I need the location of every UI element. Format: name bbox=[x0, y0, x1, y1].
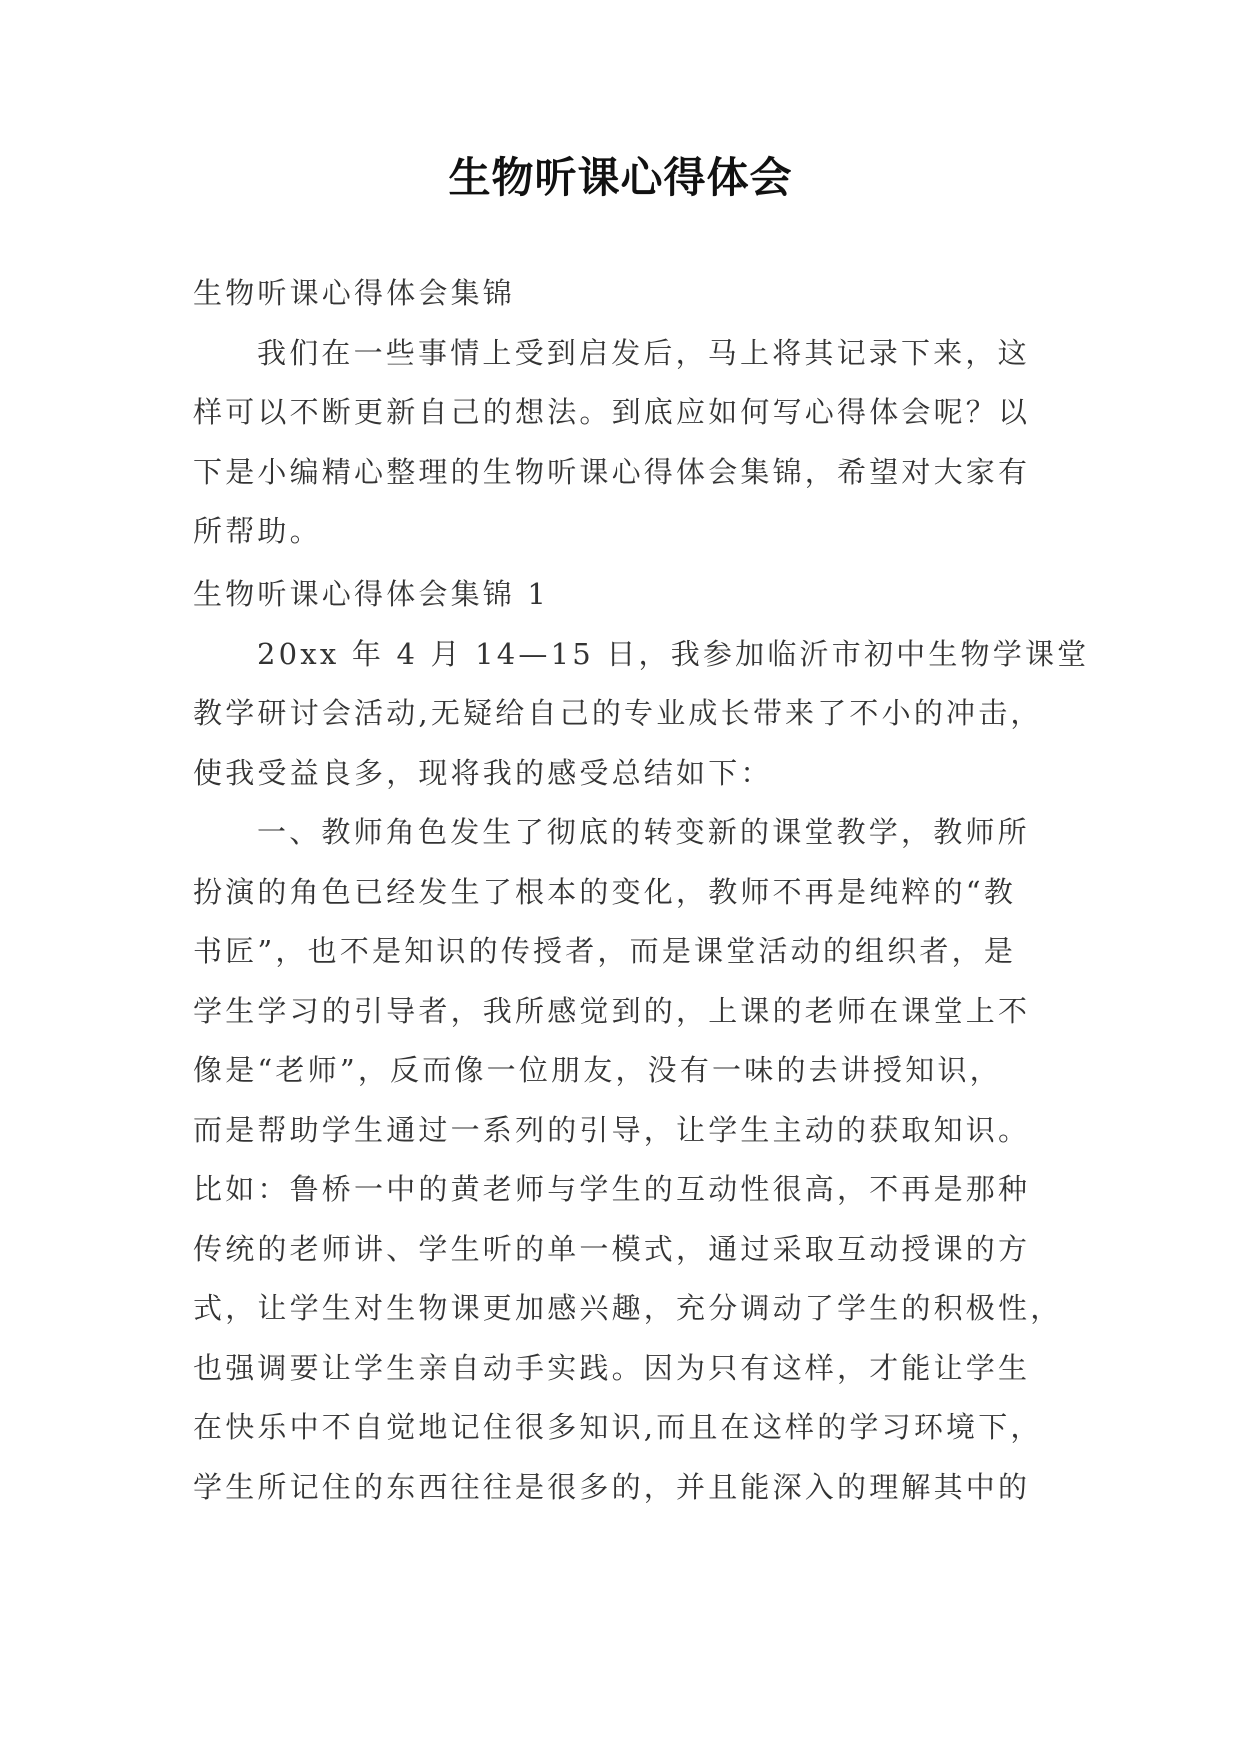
document-title: 生物听课心得体会 bbox=[448, 153, 793, 202]
paragraph-line: 书匠”，也不是知识的传授者，而是课堂活动的组织者，是 bbox=[193, 934, 1017, 968]
paragraph-line: 也强调要让学生亲自动手实践。因为只有这样，才能让学生 bbox=[193, 1350, 1031, 1385]
intro-paragraph-line: 样可以不断更新自己的想法。到底应如何写心得体会呢？以 bbox=[193, 395, 1031, 429]
intro-heading: 生物听课心得体会集锦 bbox=[193, 276, 516, 310]
intro-section bbox=[193, 264, 1073, 562]
paragraph-line: 传统的老师讲、学生听的单一模式，通过采取互动授课的方 bbox=[193, 1231, 1031, 1266]
paragraph-line: 使我受益良多，现将我的感受总结如下： bbox=[193, 755, 773, 790]
intro-paragraph-line: 下是小编精心整理的生物听课心得体会集锦，希望对大家有 bbox=[193, 454, 1031, 489]
paragraph-line: 式，让学生对生物课更加感兴趣，充分调动了学生的积极性， bbox=[193, 1291, 1063, 1325]
section-1-heading: 生物听课心得体会集锦 1 bbox=[193, 577, 550, 611]
paragraph-line: 比如：鲁桥一中的黄老师与学生的互动性很高，不再是那种 bbox=[193, 1172, 1031, 1206]
paragraph-line: 20xx 年 4 月 14—15 日，我参加临沂市初中生物学课堂 bbox=[257, 636, 1090, 671]
paragraph-line: 而是帮助学生通过一系列的引导，让学生主动的获取知识。 bbox=[193, 1112, 1031, 1147]
paragraph-line: 在快乐中不自觉地记住很多知识,而且在这样的学习环境下， bbox=[193, 1410, 1043, 1444]
paragraph-line: 教学研讨会活动,无疑给自己的专业成长带来了不小的冲击， bbox=[193, 696, 1043, 730]
paragraph-line: 一、教师角色发生了彻底的转变新的课堂教学，教师所 bbox=[257, 815, 1030, 849]
paragraph-line: 扮演的角色已经发生了根本的变化，教师不再是纯粹的“教 bbox=[193, 874, 1017, 909]
intro-paragraph-line: 我们在一些事情上受到启发后，马上将其记录下来，这 bbox=[257, 335, 1030, 370]
section-1 bbox=[193, 565, 1090, 1517]
paragraph-line: 学生学习的引导者，我所感觉到的，上课的老师在课堂上不 bbox=[193, 993, 1031, 1028]
intro-paragraph-line: 所帮助。 bbox=[193, 514, 322, 548]
paragraph-line: 学生所记住的东西往往是很多的，并且能深入的理解其中的 bbox=[193, 1469, 1031, 1504]
paragraph-line: 像是“老师”，反而像一位朋友，没有一味的去讲授知识， bbox=[193, 1053, 1002, 1087]
